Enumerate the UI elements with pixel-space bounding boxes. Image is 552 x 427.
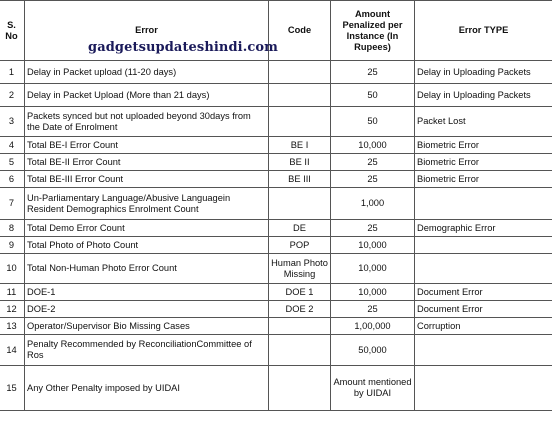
table-row bbox=[0, 254, 552, 284]
row-error: Un-Parliamentary Language/Abusive Languagein Resident Demographics Enrolment Count bbox=[25, 188, 269, 220]
row-error: Penalty Recommended by ReconciliationCommittee of Ros bbox=[25, 335, 269, 366]
row-code: POP bbox=[269, 237, 331, 254]
row-amount: 10,000 bbox=[331, 284, 415, 301]
table-row bbox=[0, 154, 552, 171]
header-sno: S. No bbox=[0, 1, 25, 61]
row-amount: Amount mentioned by UIDAI bbox=[331, 366, 415, 411]
table-row bbox=[0, 107, 552, 137]
row-sno: 15 bbox=[0, 366, 25, 411]
row-sno: 10 bbox=[0, 254, 25, 284]
row-code: DE bbox=[269, 220, 331, 237]
row-error: Delay in Packet upload (11-20 days) bbox=[25, 61, 269, 84]
row-sno: 3 bbox=[0, 107, 25, 137]
row-error: Total Demo Error Count bbox=[25, 220, 269, 237]
row-error-type: Document Error bbox=[415, 301, 552, 318]
row-amount: 25 bbox=[331, 154, 415, 171]
row-error: Any Other Penalty imposed by UIDAI bbox=[25, 366, 269, 411]
row-amount: 1,000 bbox=[331, 188, 415, 220]
row-sno: 12 bbox=[0, 301, 25, 318]
row-code: BE I bbox=[269, 137, 331, 154]
row-sno: 11 bbox=[0, 284, 25, 301]
row-error-type: Packet Lost bbox=[415, 107, 552, 137]
row-error-type: Biometric Error bbox=[415, 154, 552, 171]
row-code bbox=[269, 107, 331, 137]
row-error-type: Demographic Error bbox=[415, 220, 552, 237]
table-row bbox=[0, 237, 552, 254]
row-error-type: Delay in Uploading Packets bbox=[415, 61, 552, 84]
row-error-type: Document Error bbox=[415, 284, 552, 301]
row-sno: 2 bbox=[0, 84, 25, 107]
table-row bbox=[0, 137, 552, 154]
row-error: Operator/Supervisor Bio Missing Cases bbox=[25, 318, 269, 335]
table-body bbox=[0, 61, 552, 411]
row-amount: 25 bbox=[331, 171, 415, 188]
row-code bbox=[269, 188, 331, 220]
row-sno: 13 bbox=[0, 318, 25, 335]
row-error-type: Corruption bbox=[415, 318, 552, 335]
row-error: Delay in Packet Upload (More than 21 days) bbox=[25, 84, 269, 107]
row-code: DOE 1 bbox=[269, 284, 331, 301]
header-error: Error bbox=[25, 1, 269, 61]
table-row bbox=[0, 335, 552, 366]
row-error-type bbox=[415, 254, 552, 284]
site-watermark: gadgetsupdateshindi.com bbox=[88, 40, 278, 55]
row-sno: 4 bbox=[0, 137, 25, 154]
row-amount: 10,000 bbox=[331, 254, 415, 284]
row-code bbox=[269, 366, 331, 411]
row-sno: 6 bbox=[0, 171, 25, 188]
row-code bbox=[269, 335, 331, 366]
row-error: Total BE-III Error Count bbox=[25, 171, 269, 188]
row-error: Total Photo of Photo Count bbox=[25, 237, 269, 254]
row-code: Human Photo Missing bbox=[269, 254, 331, 284]
row-error: Packets synced but not uploaded beyond 30days from the Date of Enrolment bbox=[25, 107, 269, 137]
row-amount: 10,000 bbox=[331, 137, 415, 154]
table-row bbox=[0, 366, 552, 411]
row-error-type: Delay in Uploading Packets bbox=[415, 84, 552, 107]
header-code: Code bbox=[269, 1, 331, 61]
table-row bbox=[0, 84, 552, 107]
row-error: Total BE-I Error Count bbox=[25, 137, 269, 154]
row-sno: 7 bbox=[0, 188, 25, 220]
row-code: DOE 2 bbox=[269, 301, 331, 318]
row-error-type: Biometric Error bbox=[415, 171, 552, 188]
row-sno: 1 bbox=[0, 61, 25, 84]
row-sno: 5 bbox=[0, 154, 25, 171]
row-error-type: Biometric Error bbox=[415, 137, 552, 154]
table-row bbox=[0, 188, 552, 220]
row-error: Total BE-II Error Count bbox=[25, 154, 269, 171]
row-amount: 50,000 bbox=[331, 335, 415, 366]
row-error-type bbox=[415, 335, 552, 366]
table-row bbox=[0, 301, 552, 318]
row-sno: 8 bbox=[0, 220, 25, 237]
row-code: BE III bbox=[269, 171, 331, 188]
row-amount: 50 bbox=[331, 84, 415, 107]
header-amount: Amount Penalized per Instance (In Rupees) bbox=[331, 1, 415, 61]
row-error: Total Non-Human Photo Error Count bbox=[25, 254, 269, 284]
table-row bbox=[0, 318, 552, 335]
row-error: DOE-2 bbox=[25, 301, 269, 318]
table-row bbox=[0, 220, 552, 237]
row-sno: 9 bbox=[0, 237, 25, 254]
table-row bbox=[0, 171, 552, 188]
row-sno: 14 bbox=[0, 335, 25, 366]
row-error: DOE-1 bbox=[25, 284, 269, 301]
table-row bbox=[0, 284, 552, 301]
row-amount: 25 bbox=[331, 61, 415, 84]
row-code bbox=[269, 84, 331, 107]
row-error-type bbox=[415, 237, 552, 254]
row-code bbox=[269, 61, 331, 84]
row-code: BE II bbox=[269, 154, 331, 171]
row-amount: 50 bbox=[331, 107, 415, 137]
table-row bbox=[0, 61, 552, 84]
row-amount: 25 bbox=[331, 301, 415, 318]
row-code bbox=[269, 318, 331, 335]
row-error-type bbox=[415, 366, 552, 411]
header-error-type: Error TYPE bbox=[415, 1, 552, 61]
row-amount: 1,00,000 bbox=[331, 318, 415, 335]
row-amount: 25 bbox=[331, 220, 415, 237]
row-error-type bbox=[415, 188, 552, 220]
row-amount: 10,000 bbox=[331, 237, 415, 254]
